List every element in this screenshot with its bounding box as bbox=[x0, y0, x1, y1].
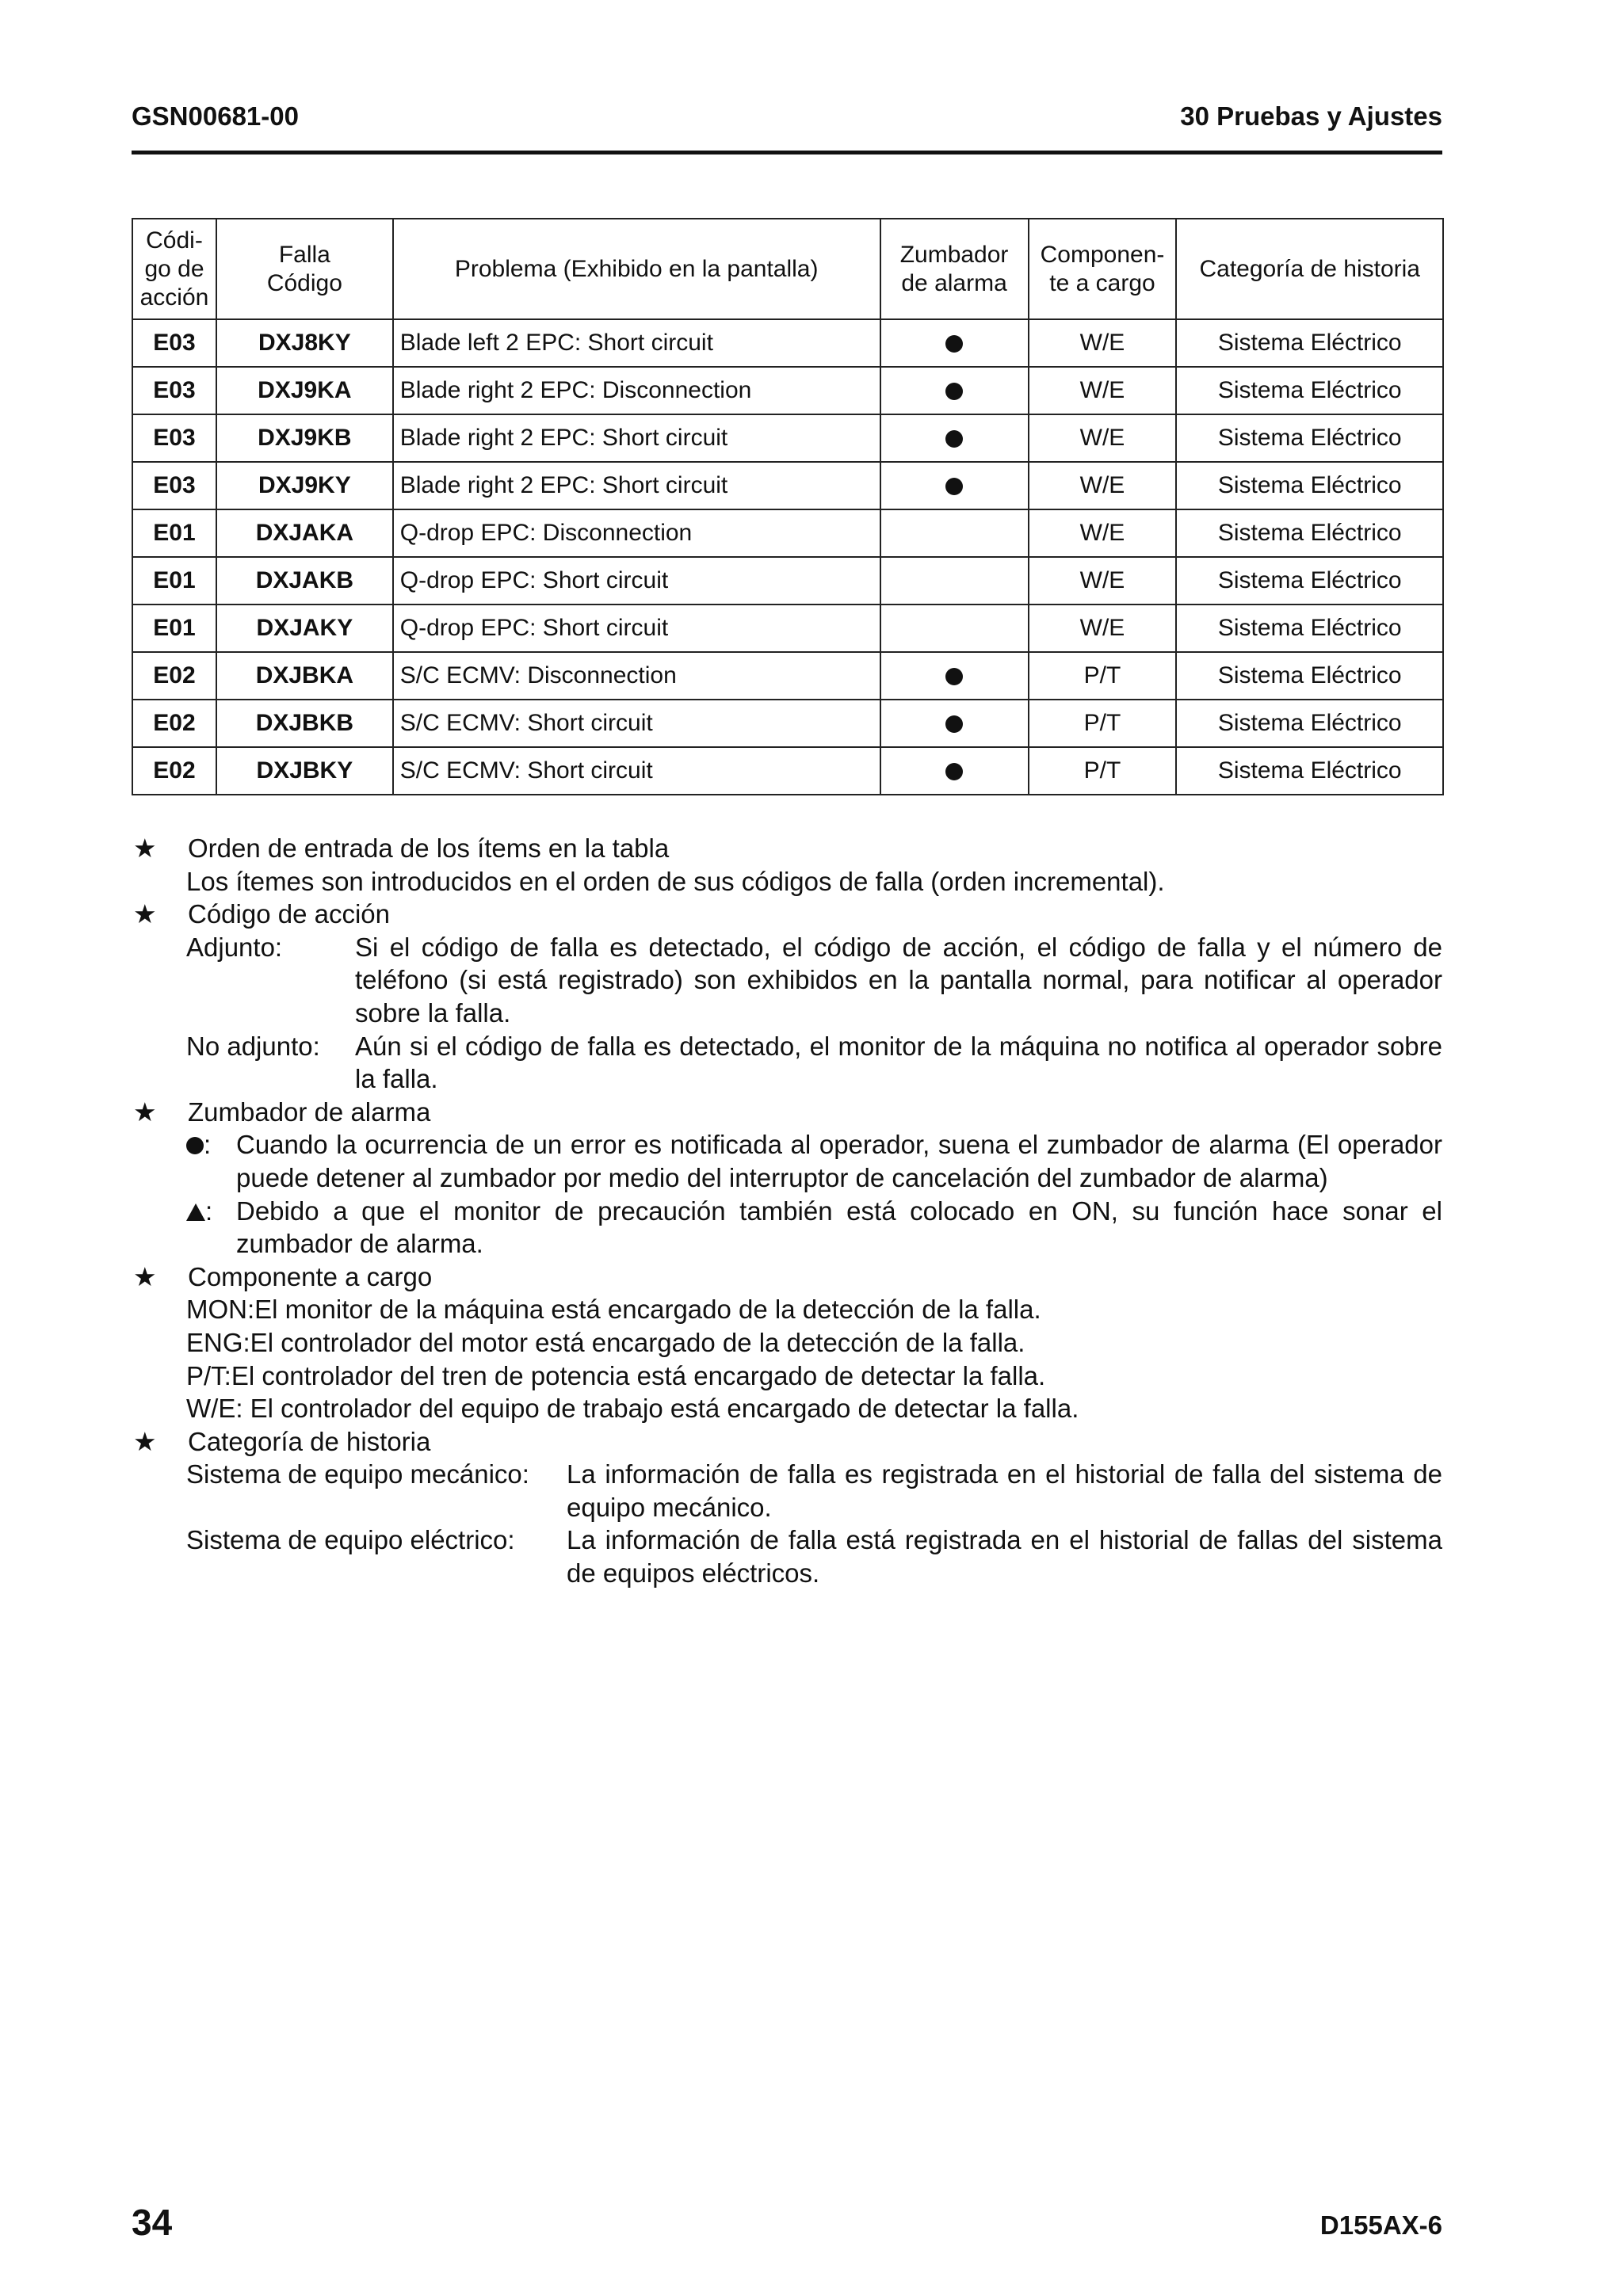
table-row bbox=[132, 747, 1443, 795]
cell-problema: Q-drop EPC: Disconnection bbox=[393, 509, 880, 557]
note-componente-title: Componente a cargo bbox=[188, 1261, 433, 1291]
cell-componente: P/T bbox=[1029, 700, 1177, 747]
alarm-dot-icon bbox=[945, 383, 963, 400]
cell-falla-codigo: DXJBKA bbox=[216, 652, 393, 700]
cell-problema: S/C ECMV: Short circuit bbox=[393, 747, 880, 795]
cell-problema: Q-drop EPC: Short circuit bbox=[393, 557, 880, 605]
componente-line: MON:El monitor de la máquina está encargado de la detección de la falla. bbox=[186, 1295, 1041, 1325]
table-row bbox=[132, 557, 1443, 605]
header-accion-line: Códi- bbox=[146, 227, 203, 254]
header-accion-line: go de bbox=[144, 255, 204, 282]
cell-problema: Blade right 2 EPC: Disconnection bbox=[393, 367, 880, 414]
star-icon: ★ bbox=[133, 833, 157, 863]
def-mecanico-term: Sistema de equipo mecánico: bbox=[186, 1459, 529, 1489]
bullet-dot-icon bbox=[186, 1137, 204, 1154]
zumbador-dot-mark bbox=[186, 1128, 236, 1194]
cell-accion: E01 bbox=[132, 509, 216, 557]
header-falla-line: Falla bbox=[278, 241, 330, 268]
cell-componente: W/E bbox=[1029, 557, 1177, 605]
table-header-row bbox=[132, 219, 1443, 319]
cell-zumbador bbox=[880, 414, 1029, 462]
star-icon: ★ bbox=[133, 1426, 157, 1456]
def-no-adjunto-text: Aún si el código de falla es detectado, el monitor de la máquina no notifica al operador sobre la falla. bbox=[355, 1031, 1442, 1094]
cell-zumbador bbox=[880, 557, 1029, 605]
cell-zumbador bbox=[880, 367, 1029, 414]
header-zumbador-line: de alarma bbox=[901, 269, 1007, 296]
def-adjunto bbox=[132, 931, 1442, 1030]
cell-accion: E03 bbox=[132, 414, 216, 462]
cell-problema: Blade left 2 EPC: Short circuit bbox=[393, 319, 880, 367]
alarm-dot-icon bbox=[945, 478, 963, 495]
header-falla-line: Código bbox=[266, 269, 342, 296]
cell-falla-codigo: DXJBKY bbox=[216, 747, 393, 795]
cell-componente: W/E bbox=[1029, 319, 1177, 367]
cell-zumbador bbox=[880, 700, 1029, 747]
cell-categoria: Sistema Eléctrico bbox=[1176, 605, 1443, 652]
cell-categoria: Sistema Eléctrico bbox=[1176, 747, 1443, 795]
def-electrico-text: La información de falla está registrada en el historial de fallas del sistema de equipos eléctricos. bbox=[567, 1525, 1442, 1589]
header-zumbador bbox=[880, 219, 1029, 319]
def-mecanico bbox=[132, 1458, 1442, 1524]
model-code: D155AX-6 bbox=[1319, 2210, 1442, 2240]
componente-line: W/E: El controlador del equipo de trabajo está encargado de detectar la falla. bbox=[186, 1394, 1079, 1424]
def-mecanico-text: La información de falla es registrada en el historial de falla del sistema de equipo mecánico. bbox=[567, 1459, 1442, 1522]
triangle-icon bbox=[186, 1203, 205, 1221]
zumbador-triangle-text: Debido a que el monitor de precaución también está colocado en ON, su función hace sonar el zumbador de alarma. bbox=[236, 1196, 1442, 1259]
cell-categoria: Sistema Eléctrico bbox=[1176, 652, 1443, 700]
star-icon: ★ bbox=[133, 899, 157, 929]
cell-accion: E01 bbox=[132, 605, 216, 652]
cell-componente: P/T bbox=[1029, 652, 1177, 700]
note-codigo-title: Código de acción bbox=[188, 899, 391, 929]
cell-falla-codigo: DXJAKA bbox=[216, 509, 393, 557]
doc-code: GSN00681-00 bbox=[132, 101, 299, 131]
cell-categoria: Sistema Eléctrico bbox=[1176, 414, 1443, 462]
cell-falla-codigo: DXJAKY bbox=[216, 605, 393, 652]
header-componente bbox=[1029, 219, 1177, 319]
cell-accion: E02 bbox=[132, 652, 216, 700]
cell-falla-codigo: DXJ8KY bbox=[216, 319, 393, 367]
cell-componente: W/E bbox=[1029, 605, 1177, 652]
cell-accion: E03 bbox=[132, 319, 216, 367]
cell-problema: S/C ECMV: Disconnection bbox=[393, 652, 880, 700]
cell-zumbador bbox=[880, 747, 1029, 795]
note-orden-title: Orden de entrada de los ítems en la tabla bbox=[188, 833, 670, 863]
table-body bbox=[132, 319, 1443, 795]
note-categoria-title: Categoría de historia bbox=[188, 1426, 431, 1456]
cell-problema: S/C ECMV: Short circuit bbox=[393, 700, 880, 747]
note-componente bbox=[132, 1261, 1442, 1294]
zumbador-dot-text: Cuando la ocurrencia de un error es notificada al operador, suena el zumbador de alarma (El operador puede detener al zumbador por medio del interruptor de cancelación del zumbador de alarma) bbox=[236, 1130, 1442, 1192]
header-componente-line: Componen- bbox=[1040, 241, 1165, 268]
dot-suffix: : bbox=[204, 1130, 212, 1160]
alarm-dot-icon bbox=[945, 430, 963, 448]
def-no-adjunto-term: No adjunto: bbox=[186, 1031, 320, 1061]
cell-componente: W/E bbox=[1029, 509, 1177, 557]
cell-accion: E02 bbox=[132, 747, 216, 795]
cell-zumbador bbox=[880, 462, 1029, 509]
fault-code-table bbox=[132, 218, 1444, 795]
zumbador-triangle-item bbox=[132, 1195, 1442, 1261]
cell-problema: Blade right 2 EPC: Short circuit bbox=[393, 462, 880, 509]
alarm-dot-icon bbox=[945, 668, 963, 685]
star-icon: ★ bbox=[133, 1261, 157, 1291]
table-row bbox=[132, 652, 1443, 700]
def-adjunto-text: Si el código de falla es detectado, el código de acción, el código de falla y el número de teléfono (si está registrado) son exhibidos en la pantalla normal, para notificar al operador sobre la falla. bbox=[355, 932, 1442, 1028]
cell-categoria: Sistema Eléctrico bbox=[1176, 367, 1443, 414]
cell-accion: E01 bbox=[132, 557, 216, 605]
cell-componente: W/E bbox=[1029, 367, 1177, 414]
note-orden bbox=[132, 832, 1442, 865]
note-categoria bbox=[132, 1425, 1442, 1459]
cell-zumbador bbox=[880, 509, 1029, 557]
alarm-dot-icon bbox=[945, 763, 963, 780]
cell-categoria: Sistema Eléctrico bbox=[1176, 700, 1443, 747]
header-rule bbox=[132, 151, 1442, 154]
componente-line: P/T:El controlador del tren de potencia está encargado de detectar la falla. bbox=[186, 1360, 1046, 1390]
header-falla bbox=[216, 219, 393, 319]
def-adjunto-term: Adjunto: bbox=[186, 932, 283, 962]
note-zumbador bbox=[132, 1096, 1442, 1129]
componente-line: ENG:El controlador del motor está encargado de la detección de la falla. bbox=[186, 1327, 1025, 1357]
cell-zumbador bbox=[880, 605, 1029, 652]
cell-falla-codigo: DXJ9KB bbox=[216, 414, 393, 462]
header-accion bbox=[132, 219, 216, 319]
table-row bbox=[132, 462, 1443, 509]
note-codigo bbox=[132, 898, 1442, 931]
cell-falla-codigo: DXJ9KA bbox=[216, 367, 393, 414]
def-electrico bbox=[132, 1524, 1442, 1589]
table-row bbox=[132, 509, 1443, 557]
table-row bbox=[132, 414, 1443, 462]
alarm-dot-icon bbox=[945, 335, 963, 353]
cell-falla-codigo: DXJBKB bbox=[216, 700, 393, 747]
header-categoria-line: Categoría de historia bbox=[1199, 255, 1420, 282]
cell-zumbador bbox=[880, 319, 1029, 367]
cell-categoria: Sistema Eléctrico bbox=[1176, 462, 1443, 509]
zumbador-triangle-mark bbox=[186, 1195, 236, 1261]
header-zumbador-line: Zumbador bbox=[899, 241, 1009, 268]
note-zumbador-title: Zumbador de alarma bbox=[188, 1097, 431, 1127]
star-icon: ★ bbox=[133, 1097, 157, 1127]
table-row bbox=[132, 367, 1443, 414]
note-orden-text: Los ítemes son introducidos en el orden de sus códigos de falla (orden incremental). bbox=[186, 866, 1165, 896]
cell-categoria: Sistema Eléctrico bbox=[1176, 557, 1443, 605]
cell-accion: E02 bbox=[132, 700, 216, 747]
cell-accion: E03 bbox=[132, 367, 216, 414]
cell-problema: Blade right 2 EPC: Short circuit bbox=[393, 414, 880, 462]
table-row bbox=[132, 319, 1443, 367]
notes-section bbox=[132, 832, 1442, 1590]
def-no-adjunto bbox=[132, 1030, 1442, 1096]
alarm-dot-icon bbox=[945, 715, 963, 733]
cell-categoria: Sistema Eléctrico bbox=[1176, 509, 1443, 557]
header-componente-line: te a cargo bbox=[1049, 269, 1155, 296]
cell-falla-codigo: DXJ9KY bbox=[216, 462, 393, 509]
table-row bbox=[132, 605, 1443, 652]
page-number: 34 bbox=[132, 2202, 173, 2243]
zumbador-dot-item bbox=[132, 1128, 1442, 1194]
cell-accion: E03 bbox=[132, 462, 216, 509]
cell-falla-codigo: DXJAKB bbox=[216, 557, 393, 605]
header-problema bbox=[393, 219, 880, 319]
cell-categoria: Sistema Eléctrico bbox=[1176, 319, 1443, 367]
cell-componente: W/E bbox=[1029, 414, 1177, 462]
header-problema-line: Problema (Exhibido en la pantalla) bbox=[454, 255, 819, 282]
cell-componente: W/E bbox=[1029, 462, 1177, 509]
header-categoria bbox=[1176, 219, 1443, 319]
cell-problema: Q-drop EPC: Short circuit bbox=[393, 605, 880, 652]
cell-zumbador bbox=[880, 652, 1029, 700]
section-title: 30 Pruebas y Ajustes bbox=[1180, 101, 1442, 131]
tri-suffix: : bbox=[205, 1196, 213, 1226]
cell-componente: P/T bbox=[1029, 747, 1177, 795]
header-accion-line: acción bbox=[139, 284, 209, 311]
table-row bbox=[132, 700, 1443, 747]
def-electrico-term: Sistema de equipo eléctrico: bbox=[186, 1525, 515, 1555]
